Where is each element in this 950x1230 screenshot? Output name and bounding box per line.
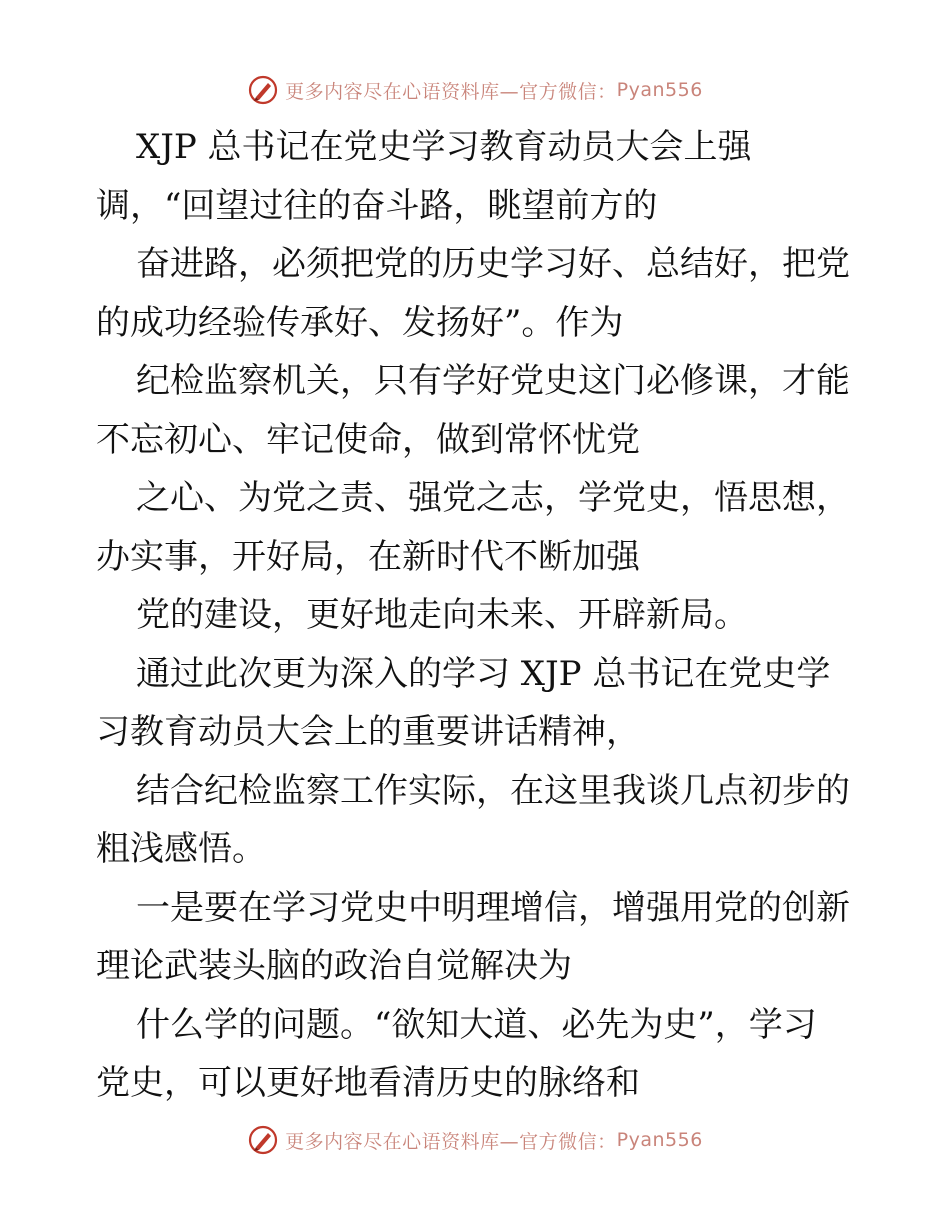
footer-banner — [0, 1120, 950, 1160]
document-body — [96, 118, 856, 1113]
text-line: 党的建设，更好地走向未来、开辟新局。 — [136, 595, 748, 635]
text-line: 纪检监察机关，只有学好党史这门必修课，才能 — [136, 361, 850, 401]
text-line: 一是要在学习党史中明理增信，增强用党的创新 — [136, 887, 850, 928]
text-line: 结合纪检监察工作实际，在这里我谈几点初步的 — [136, 770, 850, 811]
text-line: 调，“回望过往的奋斗路，眺望前方的 — [96, 185, 658, 226]
text-line: 党史，可以更好地看清历史的脉络和 — [96, 1063, 640, 1103]
header-banner — [0, 70, 950, 110]
text-line: 习教育动员大会上的重要讲话精神， — [96, 712, 640, 752]
text-line: 之心、为党之责、强党之志，学党史，悟思想， — [136, 478, 850, 518]
text-line: 什么学的问题。“欲知大道、必先为史”，学习 — [136, 1004, 817, 1045]
banner-text: 更多内容尽在心语资料库—官方微信： — [285, 1130, 617, 1153]
wechat-id: Pyan556 — [616, 1129, 703, 1151]
text-line: XJP 总书记在党史学习教育动员大会上强 — [136, 127, 752, 167]
pen-logo-icon — [247, 1124, 279, 1156]
banner-text: 更多内容尽在心语资料库—官方微信： — [285, 80, 617, 103]
text-line: 通过此次更为深入的学习 XJP 总书记在党史学 — [136, 653, 831, 694]
pen-logo-icon — [247, 74, 279, 106]
text-line: 粗浅感悟。 — [96, 829, 266, 869]
text-line: 的成功经验传承好、发扬好”。作为 — [96, 302, 624, 343]
wechat-id: Pyan556 — [616, 79, 703, 101]
text-line: 理论武装头脑的政治自觉解决为 — [96, 946, 572, 986]
text-line: 奋进路，必须把党的历史学习好、总结好，把党 — [136, 244, 850, 284]
text-line: 不忘初心、牢记使命，做到常怀忧党 — [96, 419, 640, 460]
text-line: 办实事，开好局，在新时代不断加强 — [96, 536, 640, 577]
